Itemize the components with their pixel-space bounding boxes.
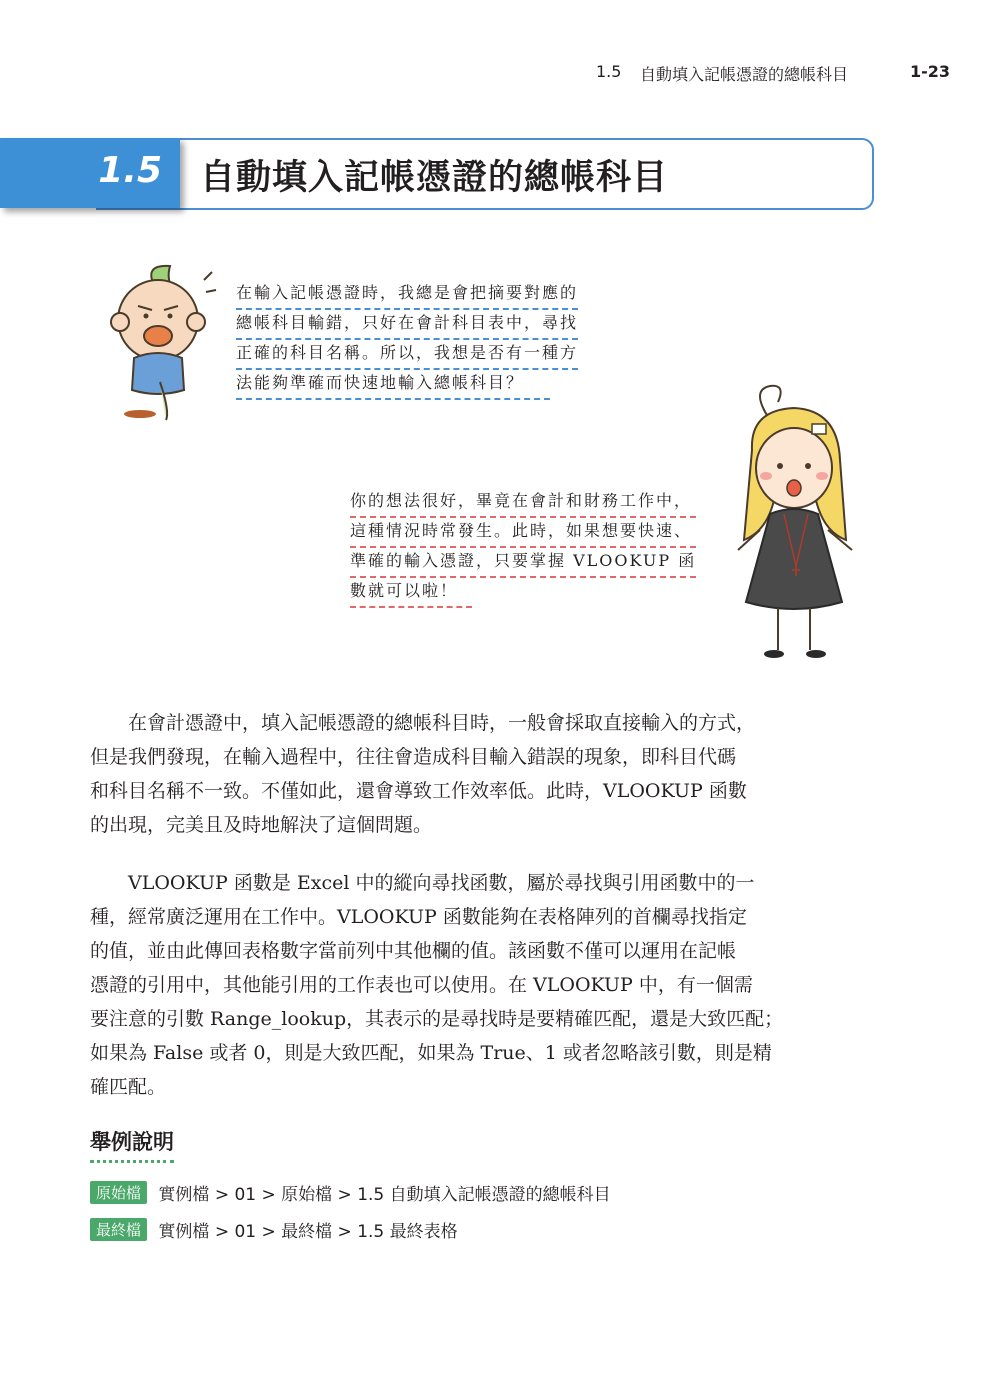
paragraph-line: 確匹配。 xyxy=(90,1076,167,1098)
section-number-block xyxy=(0,138,180,208)
original-file-path-row xyxy=(90,1180,611,1206)
boy-character-illustration xyxy=(100,262,220,422)
question-line: 正確的科目名稱。所以，我想是否有一種方 xyxy=(236,340,578,370)
running-header xyxy=(0,62,1000,90)
final-file-tag: 最終檔 xyxy=(90,1218,147,1241)
original-file-path: 實例檔 > 01 > 原始檔 > 1.5 自動填入記帳憑證的總帳科目 xyxy=(158,1185,611,1205)
answer-line: 準確的輸入憑證，只要掌握 VLOOKUP 函 xyxy=(350,548,696,578)
final-file-path: 實例檔 > 01 > 最終檔 > 1.5 最終表格 xyxy=(158,1222,458,1242)
answer-speech-text xyxy=(350,488,696,608)
section-banner xyxy=(0,138,874,208)
girl-character-illustration xyxy=(730,380,860,670)
paragraph-line: VLOOKUP 函數是 Excel 中的縱向尋找函數，屬於尋找與引用函數中的一 xyxy=(90,872,755,894)
paragraph-line: 但是我們發現，在輸入過程中，往往會造成科目輸入錯誤的現象，即科目代碼 xyxy=(90,746,737,768)
final-file-path-row xyxy=(90,1217,458,1243)
question-speech-text xyxy=(236,280,578,400)
original-file-tag: 原始檔 xyxy=(90,1181,147,1204)
paragraph-line: 的值，並由此傳回表格數字當前列中其他欄的值。該函數不僅可以運用在記帳 xyxy=(90,940,737,962)
answer-line: 你的想法很好，畢竟在會計和財務工作中， xyxy=(350,488,696,518)
paragraph-line: 憑證的引用中，其他能引用的工作表也可以使用。在 VLOOKUP 中，有一個需 xyxy=(90,974,753,996)
question-line: 法能夠準確而快速地輸入總帳科目？ xyxy=(236,370,550,400)
paragraph-line: 在會計憑證中，填入記帳憑證的總帳科目時，一般會採取直接輸入的方式， xyxy=(90,712,756,734)
paragraph-line: 和科目名稱不一致。不僅如此，還會導致工作效率低。此時，VLOOKUP 函數 xyxy=(90,780,747,802)
answer-line: 數就可以啦！ xyxy=(350,578,472,608)
section-title: 自動填入記帳憑證的總帳科目 xyxy=(200,158,669,198)
body-paragraph xyxy=(90,866,876,1104)
answer-line: 這種情況時常發生。此時，如果想要快速、 xyxy=(350,518,696,548)
question-line: 在輸入記帳憑證時，我總是會把摘要對應的 xyxy=(236,280,578,310)
running-header-title: 自動填入記帳憑證的總帳科目 xyxy=(640,65,849,84)
paragraph-line: 如果為 False 或者 0，則是大致匹配，如果為 True、1 或者忽略該引數，則是精 xyxy=(90,1042,772,1064)
page-number: 1-23 xyxy=(910,62,951,81)
body-paragraph xyxy=(90,706,876,842)
question-line: 總帳科目輸錯，只好在會計科目表中，尋找 xyxy=(236,310,578,340)
example-heading: 舉例說明 xyxy=(90,1126,174,1163)
paragraph-line: 要注意的引數 Range_lookup，其表示的是尋找時是要精確匹配，還是大致匹配； xyxy=(90,1008,784,1030)
paragraph-line: 的出現，完美且及時地解決了這個問題。 xyxy=(90,814,433,836)
paragraph-line: 種，經常廣泛運用在工作中。VLOOKUP 函數能夠在表格陣列的首欄尋找指定 xyxy=(90,906,747,928)
running-header-section: 1.5 xyxy=(596,62,622,81)
section-number: 1.5 xyxy=(98,150,162,191)
